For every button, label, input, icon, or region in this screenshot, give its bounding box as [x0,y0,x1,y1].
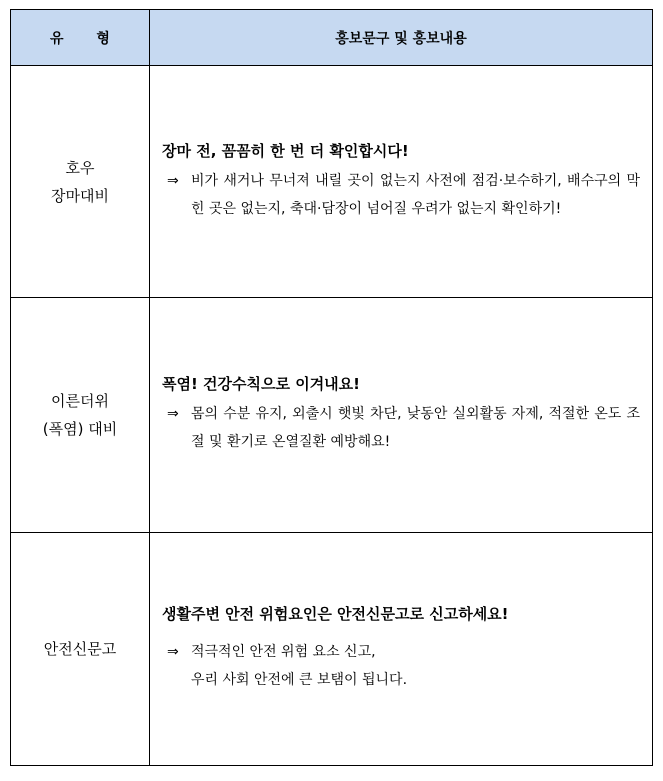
table-row [11,533,653,766]
promo-detail-text: 비가 새거나 무너져 내릴 곳이 없는지 사전에 점검·보수하기, 배수구의 막힌 곳은 없는지, 축대·담장이 넘어질 우려가 없는지 확인하기! [191,172,640,217]
type-label: 이른더위 [51,392,109,410]
type-label: 호우 [65,158,95,177]
double-arrow-icon: ⇒ [167,172,179,189]
header-content: 홍보문구 및 홍보내용 [150,10,653,66]
promo-headline: 생활주변 안전 위험요인은 안전신문고로 신고하세요! [162,605,509,623]
content-cell [150,298,653,533]
promo-detail [162,167,640,223]
double-arrow-icon: ⇒ [167,406,179,422]
type-cell [11,533,150,766]
promo-detail-text: 우리 사회 안전에 큰 보탬이 됩니다. [191,672,408,688]
promotion-table [10,9,653,766]
type-cell [11,298,150,533]
table-row [11,66,653,298]
promo-detail-text: 몸의 수분 유지, 외출시 햇빛 차단, 낮동안 실외활동 자제, 적절한 온도 조절 및 환기로 온열질환 예방해요! [191,406,640,450]
promo-detail-text: 적극적인 안전 위험 요소 신고, [191,644,376,660]
table-row [11,298,653,533]
promo-headline: 폭염! 건강수칙으로 이겨내요! [162,375,361,393]
table-header-row [11,10,653,66]
type-label: 안전신문고 [43,640,117,658]
promo-detail [162,638,640,694]
type-label: (폭염) 대비 [42,420,118,438]
type-cell [11,66,150,298]
header-type: 유 형 [11,10,150,66]
type-label: 장마대비 [51,186,109,205]
promo-detail [162,400,640,456]
promo-headline: 장마 전, 꼼꼼히 한 번 더 확인합시다! [162,141,409,160]
double-arrow-icon: ⇒ [167,644,179,660]
content-cell [150,66,653,298]
content-cell [150,533,653,766]
